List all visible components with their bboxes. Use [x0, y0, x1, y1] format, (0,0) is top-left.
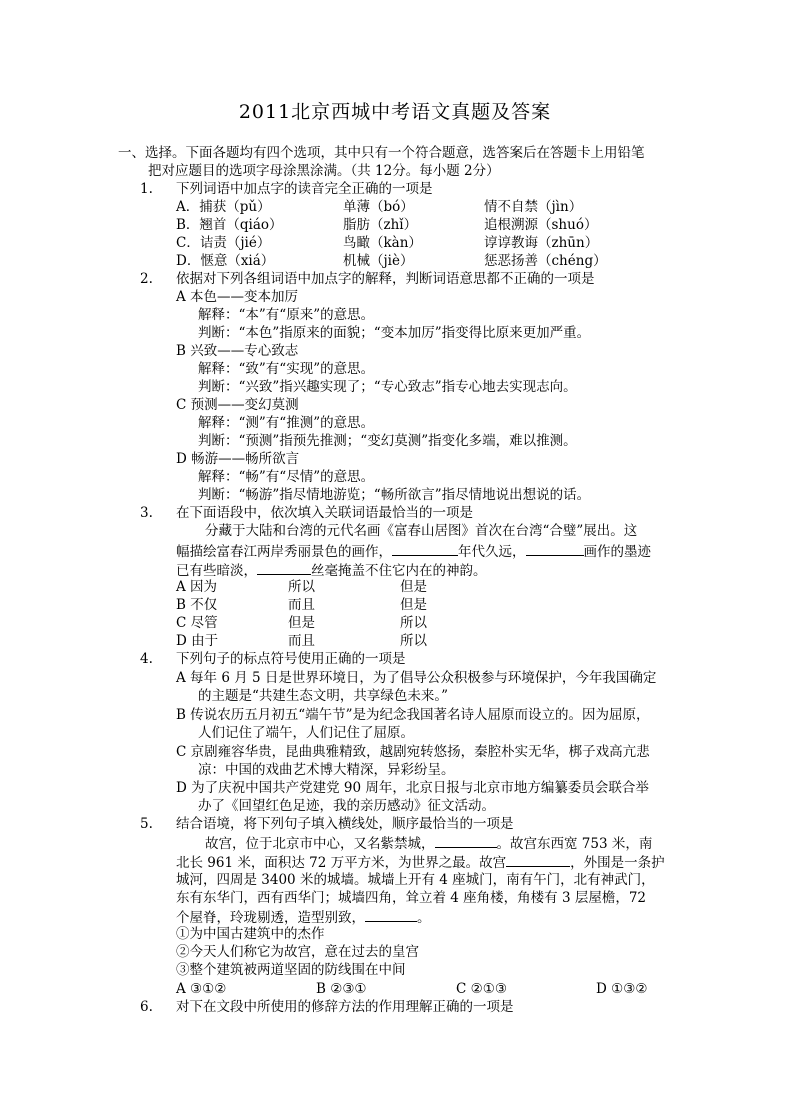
option-a-col1: A 因为 — [176, 579, 218, 595]
option-d-line1: D 为了庆祝中国共产党建党 90 周年，北京日报与北京市地方编纂委员会联合举 — [176, 780, 649, 796]
question-stem: 结合语境，将下列句子填入横线处，顺序最恰当的一项是 — [176, 816, 514, 832]
passage-line: 城河，四周是 3400 米的城墙。城墙上开有 4 座城门，南有午门，北有神武门， — [176, 872, 655, 888]
question-stem: 对下在文段中所使用的修辞方法的作用理解正确的一项是 — [176, 999, 514, 1015]
option-a-line2: 的主题是“共建生态文明，共享绿色未来。” — [198, 688, 449, 704]
option-b-judge: 判断：“兴致”指兴趣实现了；“专心致志”指专心地去实现志向。 — [198, 379, 577, 395]
choice-c: C ②①③ — [456, 981, 507, 997]
option-a-col1: A．捕获（pǔ） — [176, 199, 271, 215]
passage-text: 。故宫东西宽 753 米，南 — [496, 836, 653, 852]
option-a-col2: 所以 — [288, 579, 315, 595]
sentence-3: ③整个建筑被两道坚固的防线围在中间 — [176, 962, 406, 978]
option-d-explain: 解释：“畅”有“尽情”的意思。 — [198, 469, 375, 485]
choice-a: A ③①② — [176, 981, 227, 997]
passage-line: 东有东华门，西有西华门；城墙四角，耸立着 4 座角楼，角楼有 3 层屋檐，72 — [176, 890, 647, 906]
option-a-col3: 情不自禁（jìn） — [484, 199, 583, 215]
question-number: 2. — [140, 271, 153, 287]
option-d-col3: 惩恶扬善（chéng） — [484, 253, 607, 269]
passage-text: 年代久远， — [458, 544, 526, 560]
choice-d: D ①③② — [596, 981, 648, 997]
option-d-col1: D 由于 — [176, 633, 219, 649]
fill-blank — [257, 561, 311, 575]
passage-line — [176, 853, 665, 872]
option-a-col3: 但是 — [400, 579, 427, 595]
option-c-col2: 鸟瞰（kàn） — [343, 235, 422, 251]
passage-line: 分藏于大陆和台湾的元代名画《富春山居图》首次在台湾“合璧”展出。这 — [205, 523, 638, 539]
sentence-1: ①为中国古建筑中的杰作 — [176, 926, 325, 942]
option-c-col2: 但是 — [288, 615, 315, 631]
option-b-col3: 但是 — [400, 597, 427, 613]
option-c-col3: 谆谆教诲（zhūn） — [484, 235, 599, 251]
option-d-col1: D．惬意（xiá） — [176, 253, 275, 269]
option-d-line2: 办了《回望红色足迹，我的亲历感动》征文活动。 — [198, 798, 495, 814]
passage-text: 个屋脊，玲珑剔透，造型别致， — [176, 910, 365, 926]
fill-blank — [526, 542, 584, 556]
passage-text: 画作的墨迹 — [583, 544, 651, 560]
option-b-col1: B 不仅 — [176, 597, 218, 613]
question-number: 5. — [140, 816, 153, 832]
page-title: 2011北京西城中考语文真题及答案 — [238, 101, 552, 123]
passage-text: 丝毫掩盖不住它内在的神韵。 — [311, 563, 487, 579]
question-number: 1. — [140, 181, 153, 197]
question-stem: 在下面语段中，依次填入关联词语最恰当的一项是 — [176, 505, 473, 521]
sentence-2: ②今天人们称它为故宫，意在过去的皇宫 — [176, 944, 419, 960]
option-c-col1: C 尽管 — [176, 615, 218, 631]
question-stem: 下列句子的标点符号使用正确的一项是 — [176, 651, 406, 667]
fill-blank — [365, 908, 417, 922]
passage-line — [205, 834, 652, 853]
passage-line — [176, 542, 651, 561]
passage-line — [176, 561, 487, 580]
question-number: 6. — [140, 999, 153, 1015]
option-c-head: C 预测——变幻莫测 — [176, 397, 299, 413]
fill-blank — [506, 853, 570, 867]
section-heading-cont: 把对应题目的选项字母涂黑涂满。（共 12分。每小题 2分） — [148, 163, 500, 179]
question-stem: 下列词语中加点字的读音完全正确的一项是 — [176, 181, 433, 197]
option-c-judge: 判断：“预测”指预先推测；“变幻莫测”指变化多端，难以推测。 — [198, 433, 577, 449]
option-d-head: D 畅游——畅所欲言 — [176, 451, 300, 467]
option-a-judge: 判断：“本色”指原来的面貌；“变本加厉”指变得比原来更加严重。 — [198, 325, 591, 341]
option-a-line1: A 每年 6 月 5 日是世界环境日，为了倡导公众积极参与环境保护，今年我国确定 — [176, 670, 657, 686]
option-d-col2: 而且 — [288, 633, 315, 649]
option-b-col1: B．翘首（qiáo） — [176, 217, 283, 233]
option-d-col2: 机械（jiè） — [343, 253, 414, 269]
passage-line — [176, 908, 431, 927]
fill-blank — [435, 834, 497, 848]
section-heading: 一、选择。下面各题均有四个选项，其中只有一个符合题意，选答案后在答题卡上用铅笔 — [118, 145, 645, 161]
option-b-head: B 兴致——专心致志 — [176, 343, 299, 359]
fill-blank — [392, 542, 458, 556]
option-a-col2: 单薄（bó） — [343, 199, 414, 215]
option-b-line2: 人们记住了端午，人们记住了屈原。 — [198, 725, 414, 741]
option-c-col3: 所以 — [400, 615, 427, 631]
option-a-head: A 本色——变本加厉 — [176, 289, 299, 305]
passage-text: ，外围是一条护 — [570, 855, 665, 871]
option-d-col3: 所以 — [400, 633, 427, 649]
option-c-line1: C 京剧雍容华贵，昆曲典雅精致，越剧宛转悠扬，秦腔朴实无华，梆子戏高亢悲 — [176, 744, 650, 760]
option-d-judge: 判断：“畅游”指尽情地游览；“畅所欲言”指尽情地说出想说的话。 — [198, 487, 591, 503]
question-number: 3. — [140, 505, 153, 521]
option-c-explain: 解释：“测”有“推测”的意思。 — [198, 415, 375, 431]
option-b-line1: B 传说农历五月初五“端午节”是为纪念我国著名诗人屈原而设立的。因为屈原， — [176, 707, 650, 723]
option-c-line2: 凉：中国的戏曲艺术博大精深，异彩纷呈。 — [198, 762, 455, 778]
option-b-col3: 追根溯源（shuó） — [484, 217, 598, 233]
option-b-explain: 解释：“致”有“实现”的意思。 — [198, 361, 375, 377]
choice-b: B ②③① — [316, 981, 367, 997]
option-c-col1: C．诘责（jié） — [176, 235, 271, 251]
option-a-explain: 解释：“本”有“原来”的意思。 — [198, 307, 375, 323]
question-number: 4. — [140, 651, 153, 667]
passage-text: 幅描绘富春江两岸秀丽景色的画作， — [176, 544, 392, 560]
passage-text: 故宫，位于北京市中心，又名紫禁城， — [205, 836, 435, 852]
passage-text: 已有些暗淡， — [176, 563, 257, 579]
question-stem: 依据对下列各组词语中加点字的解释，判断词语意思都不正确的一项是 — [176, 271, 595, 287]
passage-text: 。 — [417, 910, 431, 926]
option-b-col2: 脂肪（zhǐ） — [343, 217, 418, 233]
passage-text: 北长 961 米，面积达 72 万平方米，为世界之最。故宫 — [176, 855, 507, 871]
option-b-col2: 而且 — [288, 597, 315, 613]
